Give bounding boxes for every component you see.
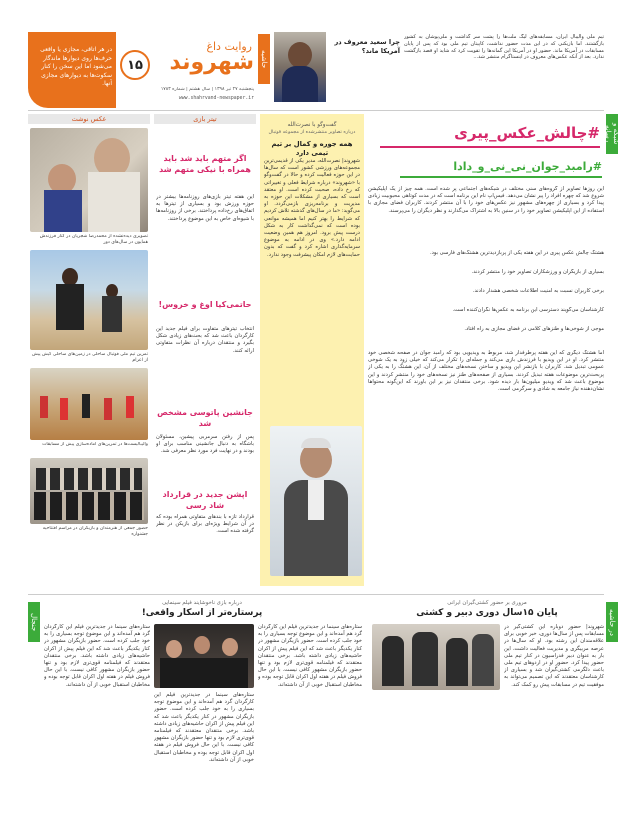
teaser-tab: حاشیه (258, 34, 270, 84)
wrestling-photo (372, 624, 500, 690)
photo-caption-3: والیبالیست‌ها در تمرین‌های آماده‌سازی پیش از مسابقات (42, 442, 148, 447)
photo-gym (30, 368, 148, 440)
bottom-left-body-below-photo: ستاره‌های سینما در جدیدترین فیلم این کارگردان گرد هم آمده‌اند و این موضوع توجه بسیاری را به خود جلب کرده است. حضور بازیگران مشهور در کنار یکدیگر باعث شد که این فیلم پیش از اکران حاشیه‌های زیادی داشته باشد. برخی منتقدان معتقدند که فیلمنامه قوی‌تری لازم بود و تنها حضور بازیگران مشهور کافی نیست. با این حال فروش فیلم در هفته اول اکران قابل توجه بوده و مخاطبان استقبال خوبی از آن داشته‌اند. (154, 692, 254, 763)
headline-item-body-1: این هفته تیتر بازی‌های روزنامه‌ها بیشتر در حوزه ورزش بود و بسیاری از تیترها به اتفاق‌های رخ‌داده پرداختند. برخی از روزنامه‌ها با شیوه‌ای خاص به این موضوع پرداختند. (156, 194, 254, 222)
dateline: پنجشنبه ۲۷ تیر ۱۳۹۸ | سال هشتم | شماره ۱۷۸۳ (160, 87, 254, 92)
feature-hashtag-2: #رامبد_جوان_نی_نی_و_دادا (453, 160, 602, 173)
cinema-photo (154, 624, 254, 688)
bottom-divider (28, 594, 604, 595)
feature-bullet: کارشناسان می‌گویند دسترسی این برنامه به عکس‌ها نگران‌کننده است. (452, 307, 604, 313)
photo-caption-2: تمرین تیم ملی فوتبال ساحلی در زمین‌های ساحلی کیش پیش از اعزام (32, 352, 148, 363)
bottom-right-body: شهروند| حضور دوباره این کشتی‌گیر در مسابقات پس از سال‌ها دوری، خبر خوبی برای علاقه‌مندان این رشته بود. او که سال‌ها در عرصه مربیگری و مدیریت فعالیت داشت، این بار به عنوان دبیر فدراسیون در کنار تیم ملی حضور پیدا کرد. حضور او در اردوهای تیم ملی باعث دلگرمی کشتی‌گیران شد و بسیاری از کارشناسان معتقدند که این تصمیم می‌تواند به موفقیت تیم در مسابقات پیش رو کمک کند. (504, 624, 604, 688)
headlines-header: تیتر بازی (193, 115, 217, 123)
feature-bullet: هشتگ چالش عکس پیری در این هفته یکی از پربازدیدترین هشتگ‌های فارسی بود. (429, 250, 604, 256)
promo-text: در هر اتاقی، مجازی یا واقعی حرف‌ها روی دیوارها ماندگار می‌شود اما این سخن را کنار سکوت‌ها به دیوارهای مجازی آنها. (40, 46, 112, 87)
photo-column (28, 114, 150, 542)
interview-headline: همه جوره و کمال بر تیم تیمی دارد (271, 140, 353, 157)
feature-bullets (368, 250, 604, 346)
interview-kicker: گفت‌وگو با نصرت‌الله (287, 122, 337, 128)
bottom-right-kicker: مروری بر حضور کشتی‌گیران ایرانی (447, 600, 527, 606)
promo-box (28, 32, 116, 108)
bottom-right-headline: پایان ۱۵سال دوری دبیر و کشتی (416, 608, 558, 618)
headline-item-title-3: جانشین پاتوسی مشخص شد (157, 408, 253, 428)
website: www.shahrvand-newspaper.ir (178, 96, 254, 101)
photo-beach (30, 250, 148, 350)
headline-item-body-2: انتخاب تیترهای متفاوت برای فیلم جدید این کارگردان باعث شد که بحث‌های زیادی شکل بگیرد و منتقدان درباره آن نظرات متفاوتی ارائه کنند. (156, 326, 254, 354)
headline-item-title-1: اگر متهم باید شد باید همراه با نیکی متهم شد (159, 154, 251, 174)
bottom-left-headline: پرستاره‌تر از اسکار واقعی! (141, 608, 263, 618)
masthead-tagline: روایت داغ (206, 40, 252, 53)
feature-body-2: اما هشتگ دیگری که این هفته پرطرفدار شد، مربوط به ویدیویی بود که رامبد جوان در صفحه شخصی خود منتشر کرد. او در این ویدیو با فرزندش بازی می‌کند و جمله‌ای را تکرار می‌کند که خیلی زود به یک شوخی عمومی تبدیل شد. کاربران با بازنشر این ویدیو و ساختن نسخه‌های مختلف از آن، این هشتگ را به یکی از پربحث‌ترین موضوعات هفته تبدیل کردند. بسیاری از صفحه‌های طنز نیز نسخه‌های خود را منتشر کردند و این موضوع باعث شد که ویدیو میلیون‌ها بار دیده شود. برخی منتقدان نیز بر این باورند که این‌گونه محتواها نشان‌دهنده نیاز جامعه به شادی و سرگرمی است. (368, 350, 604, 393)
headline-item-body-3: پس از رفتن سرمربی پیشین، مسئولان باشگاه به دنبال جانشینی مناسب برای او بودند و در نهایت فرد مورد نظر معرفی شد. (156, 434, 254, 455)
teaser-headline: چرا سعید معروف در آمریکا ماند؟ (334, 38, 400, 55)
bottom-left-kicker: درباره بازی ناخوشایند فیلم سینمایی (162, 600, 242, 606)
masthead-logo: شهروند (169, 50, 254, 75)
bottom-right-tab: در حاشیه (606, 602, 618, 642)
photo-group (30, 458, 148, 524)
teaser-person (288, 42, 312, 68)
hashtag-underline (380, 146, 600, 148)
feature-bullet: بسیاری از بازیگران و ورزشکاران تصاویر خود را منتشر کردند. (471, 269, 604, 275)
teaser-photo (274, 32, 326, 102)
photo-shajarian (30, 128, 148, 232)
bottom-left-body-cont: ستاره‌های سینما در جدیدترین فیلم این کارگردان گرد هم آمده‌اند و این موضوع توجه بسیاری را به خود جلب کرده است. حضور بازیگران مشهور در کنار یکدیگر باعث شد که این فیلم پیش از اکران حاشیه‌های زیادی داشته باشد. برخی منتقدان معتقدند که فیلمنامه قوی‌تری لازم بود و تنها حضور بازیگران مشهور کافی نیست. با این حال فروش فیلم در هفته اول اکران قابل توجه بوده و مخاطبان استقبال خوبی از آن داشته‌اند. (258, 624, 362, 688)
photo-caption-4: حضور جمعی از هنرمندان و بازیگران در مراسم افتتاحیه جشنواره (42, 526, 148, 537)
hashtag-underline-2 (400, 176, 602, 178)
photo-caption-1: تصویری دیده‌نشده از محمدرضا شجریان در کنار فرزندش همایون در سال‌های دور (39, 234, 148, 245)
feature-bullet: موجی از شوخی‌ها و طنزهای کلامی در فضای مجازی به راه افتاد. (464, 326, 604, 332)
teaser-body: تیم ملی والیبال ایران، مسابقه‌های لیگ ملت‌ها را پشت سر گذاشت و ملی‌پوشان به کشور بازگشتند. اما بازیکنی که در این مدت حضور نداشت، کاپیتان تیم ملی بود که پس از پایان مسابقات در آمریکا ماند. حضور او در آمریکا این گمانه‌ها را تقویت کرد که شاید او قصد بازگشت ندارد. بعد از آنکه عکس‌های معروف در اینستاگرام منتشر شد... (404, 34, 604, 61)
top-divider (28, 110, 604, 111)
masthead (28, 32, 254, 108)
page-number: ۱۵ (127, 57, 143, 73)
bottom-left-body: ستاره‌های سینما در جدیدترین فیلم این کارگردان گرد هم آمده‌اند و این موضوع توجه بسیاری را به خود جلب کرده است. حضور بازیگران مشهور در کنار یکدیگر باعث شد که این فیلم پیش از اکران حاشیه‌های زیادی داشته باشد. برخی منتقدان معتقدند که فیلمنامه قوی‌تری لازم بود و تنها حضور بازیگران مشهور کافی نیست. با این حال فروش فیلم در هفته اول اکران قابل توجه بوده و مخاطبان استقبال خوبی از آن داشته‌اند. (44, 624, 150, 688)
headline-item-title-2: حاتمی‌کیا اوغ و خروس! (158, 300, 252, 309)
headline-item-title-4: اپشن جدید در قرارداد شاد رسی (162, 490, 248, 510)
feature-tab: شبکه و رسانه (606, 114, 618, 154)
feature-body-1: این روزها تصاویر از گروه‌های سنی مختلف در شبکه‌های اجتماعی پر شده است. همه چیز از یک اپلیکیشن شروع شد که چهره افراد را پیر نشان می‌دهد. فیس‌اپ نام این برنامه است که در مدت کوتاهی محبوبیت زیادی پیدا کرد و بسیاری از چهره‌های مشهور نیز عکس‌های خود را با آن منتشر کردند. کاربران فضای مجازی با استفاده از این اپلیکیشن تصاویر خود را در سنین بالا به اشتراک می‌گذارند و نظر دیگران را می‌پرسند. (368, 186, 604, 214)
bottom-left-tab: جنجال (28, 602, 40, 642)
headline-item-body-4: قرارداد تازه با بندهای متفاوتی همراه بوده که در آن شرایط ویژه‌ای برای بازیکن در نظر گرفته شده است. (156, 514, 254, 535)
feature-bullet: برخی کاربران نسبت به امنیت اطلاعات شخصی هشدار دادند. (472, 288, 604, 294)
interview-body: شهروند| نصرت‌الله، مدیر یکی از قدیمی‌ترین مجموعه‌های ورزشی کشور است که سال‌ها در این حوزه فعالیت کرده و حالا در گفت‌وگو با «شهروند» درباره شرایط فعلی و تغییراتی که رخ داده، صحبت کرده است. او معتقد است که بسیاری از مشکلات این حوزه به مدیریت و برنامه‌ریزی بازمی‌گردد. او می‌گوید: «ما در سال‌های گذشته تلاش کردیم که شرایط را بهتر کنیم اما همیشه موانعی بوده است که نمی‌گذاشت کار به شکل درست پیش برود. امروز هم همین وضعیت ادامه دارد.» وی در ادامه به موضوع سرمایه‌گذاری اشاره کرد و گفت که بدون حمایت‌های لازم امکان پیشرفت وجود ندارد. (264, 158, 360, 258)
interview-subkicker: درباره تصاویر منتشرشده از مجموعه فوتبال (268, 130, 356, 135)
photo-column-header: عکس نوشت (71, 115, 107, 123)
page-number-circle (120, 50, 150, 80)
headlines-column (154, 114, 256, 542)
feature-hashtag-1: #چالش_عکس_پیری (454, 124, 600, 142)
interview-photo (270, 426, 362, 576)
